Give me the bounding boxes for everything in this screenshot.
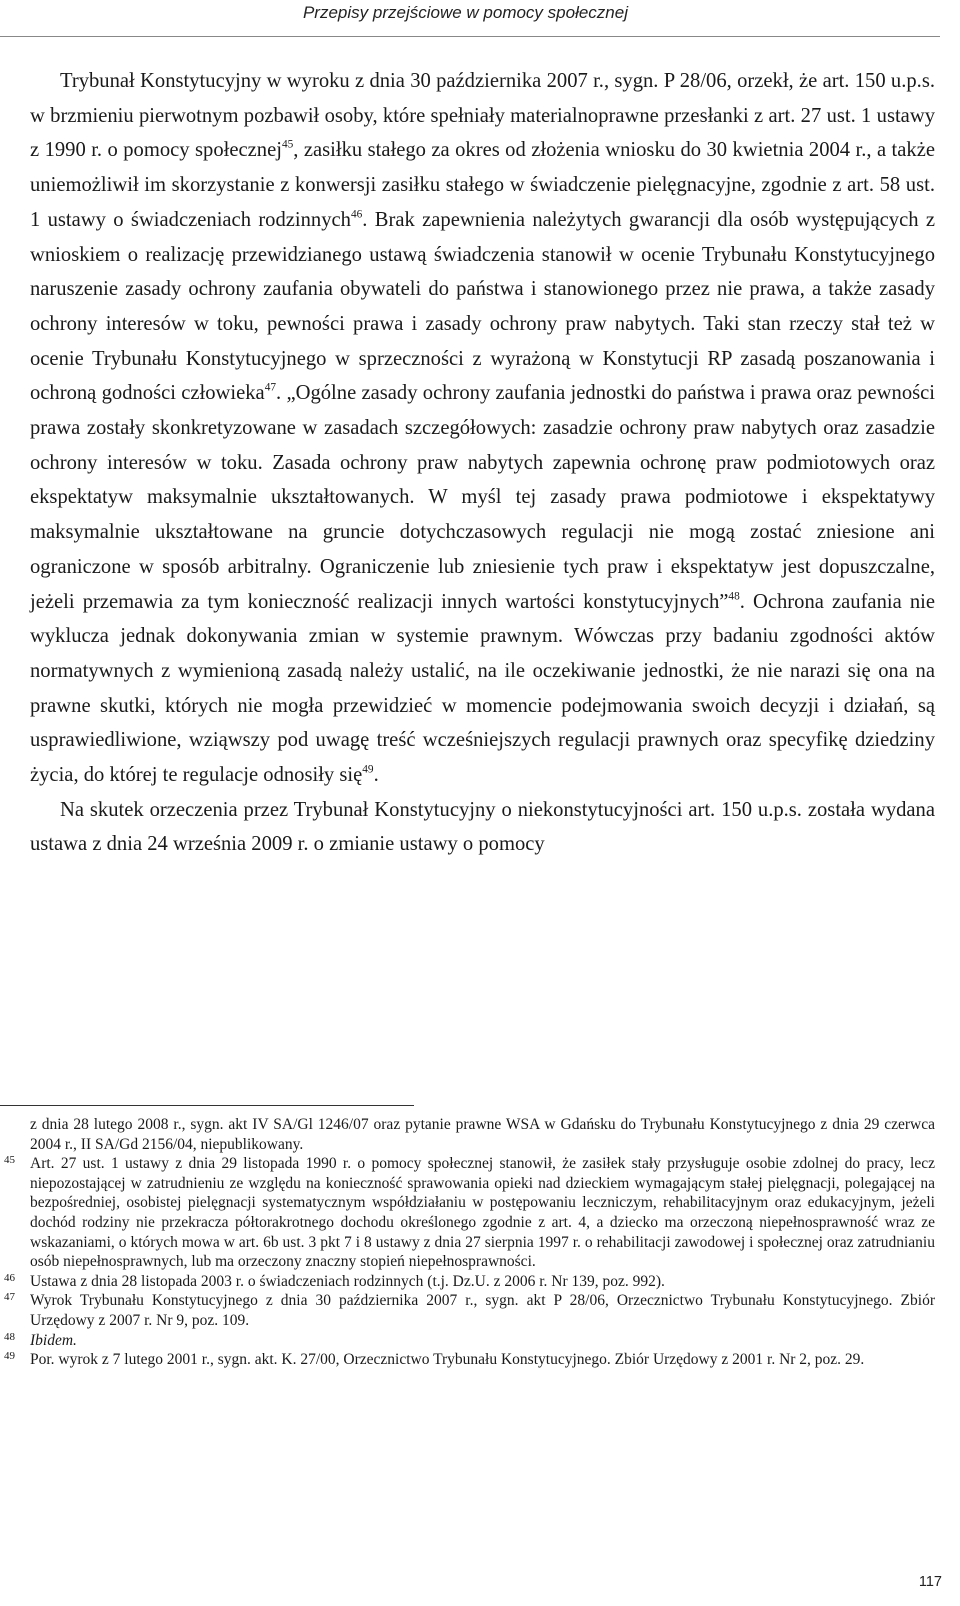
footnotes [0, 1115, 935, 1370]
text-segment: . Brak zapewnienia należytych gwarancji dla osób występujących z wnioskiem o realizację przewidzianego ustawą świadczenia stanowił w ocenie Trybunału Konstytucyjnego naruszenie zasady ochrony zaufania obywateli do państwa i stanowionego przez nie prawa, a także zasady ochrony interesów w toku, pewności prawa i zasady ochrony praw nabytych. Taki stan rzeczy stał też w ocenie Trybunału Konstytucyjnego w sprzeczności z wyrażoną w Konstytucji RP zasadą poszanowania i ochroną godności człowieka [30, 208, 935, 405]
footnote-45 [0, 1154, 935, 1272]
footnote-divider [0, 1105, 414, 1106]
footnote-49 [0, 1350, 935, 1370]
footnote-text: z dnia 28 lutego 2008 r., sygn. akt IV SA/Gl 1246/07 oraz pytanie prawne WSA w Gdańsku do Trybunału Konstytucyjnego z dnia 29 czerwca 2004 r., II SA/Gd 2156/04, niepublikowany. [30, 1116, 935, 1153]
footnote-ref-48[interactable]: 48 [728, 590, 740, 603]
paragraph-1 [30, 64, 935, 793]
footnote-text: Wyrok Trybunału Konstytucyjnego z dnia 30 października 2007 r., sygn. akt P 28/06, Orzecznictwo Trybunału Konstytucyjnego. Zbiór Urzędowy z 2007 r. Nr 9, poz. 109. [30, 1292, 935, 1329]
running-header [0, 0, 940, 37]
footnote-ref-49[interactable]: 49 [362, 763, 374, 776]
footnote-46 [0, 1272, 935, 1292]
footnote-ref-46[interactable]: 46 [350, 208, 363, 221]
running-title: Przepisy przejściowe w pomocy społecznej [302, 3, 628, 22]
paragraph-2 [30, 793, 935, 862]
text-segment: . Ochrona zaufania nie wyklucza jednak dokonywania zmian w systemie prawnym. Wówczas przy badaniu zgodności aktów normatywnych z wymienioną zasadą należy ustalić, na ile oczekiwanie jednostki, że nie narazi się ona na prawne skutki, których nie mogła przewidzieć w momencie podejmowania swoich decyzji i działań, są usprawiedliwione, wziąwszy pod uwagę treść wcześniejszych regulacji prawnych oraz specyfikę dziedziny życia, do której te regulacje odnosiły się [30, 590, 935, 787]
footnote-47 [0, 1291, 935, 1330]
footnote-text: Art. 27 ust. 1 ustawy z dnia 29 listopada 1990 r. o pomocy społecznej stanowił, że zasiłek stały przysługuje osobie zdolnej do pracy, lecz niepozostającej w zatrudnieniu ze względu na konieczność sprawowania opieki nad dzieckiem wymagającym stałej pielęgnacji, polegającej na bezpośredniej, osobistej pielęgnacji systematycznym współdziałaniu w postępowaniu leczniczym, rehabilitacyjnym oraz edukacyjnym, jeżeli dochód rodziny nie przekracza półtorakrotnego dochodu określonego zgodnie z art. 4, a dziecko ma orzeczoną niepełnosprawność wraz ze wskazaniami, o których mowa w art. 6b ust. 3 pkt 7 i 8 ustawy z dnia 27 sierpnia 1997 r. o rehabilitacji zawodowej i społecznej oraz zatrudnianiu osób niepełnosprawnych, lub ma orzeczony znaczny stopień niepełnosprawności. [30, 1155, 935, 1271]
footnote-number: 47 [4, 1291, 15, 1304]
footnote-text: Por. wyrok z 7 lutego 2001 r., sygn. akt. K. 27/00, Orzecznictwo Trybunału Konstytucyjnego. Zbiór Urzędowy z 2001 r. Nr 2, poz. 29. [30, 1351, 865, 1369]
text-segment: Na skutek orzeczenia przez Trybunał Konstytucyjny o niekonstytucyjności art. 150 u.p.s. została wydana ustawa z dnia 24 września 2009 r. o zmianie ustawy o pomocy [30, 798, 935, 856]
text-segment: . [373, 764, 379, 787]
footnote-text: Ibidem. [30, 1331, 77, 1349]
footnote-text: Ustawa z dnia 28 listopada 2003 r. o świadczeniach rodzinnych (t.j. Dz.U. z 2006 r. Nr 139, poz. 992). [30, 1272, 665, 1290]
footnote-ref-47[interactable]: 47 [264, 381, 277, 394]
text-segment: . „Ogólne zasady ochrony zaufania jednostki do państwa i prawa oraz pewności prawa zostały skonkretyzowane w zasadach szczegółowych: zasadzie ochrony praw nabytych oraz zasadzie ochrony interesów w toku. Zasada ochrony praw nabytych zapewnia ochronę praw podmiotowych oraz ekspektatyw maksymalnie ukształtowanych. W myśl tej zasady prawa podmiotowe i ekspektatywy maksymalnie ukształtowane na gruncie dotychczasowych regulacji nie mogą zostać zniesione ani ograniczone w sposób arbitralny. Ograniczenie lub zniesienie tych praw i ekspektatyw jest dopuszczalne, jeżeli przemawia za tym konieczność realizacji innych wartości konstytucyjnych” [30, 382, 935, 613]
main-text [30, 64, 935, 862]
page-number: 117 [918, 1574, 942, 1590]
text-segment: , zasiłku stałego za okres od złożenia wniosku do 30 kwietnia 2004 r., a także uniemożliwił im skorzystanie z konwersji zasiłku stałego w świadczenie pielęgnacyjne, zgodnie z art. 58 ust. 1 ustawy o świadczeniach rodzinnych [30, 139, 935, 231]
footnote-48 [0, 1331, 935, 1351]
text-segment: Trybunał Konstytucyjny w wyroku z dnia 30 października 2007 r., sygn. P 28/06, orzekł, że art. 150 u.p.s. w brzmieniu pierwotnym pozbawił osoby, które spełniały materialnoprawne przesłanki z art. 27 ust. 1 ustawy z 1990 r. o pomocy społecznej [30, 70, 935, 162]
footnote-ref-45[interactable]: 45 [281, 138, 294, 151]
footnote-number: 48 [4, 1330, 15, 1343]
footnote-number: 45 [4, 1154, 15, 1167]
footnote-number: 49 [4, 1350, 15, 1363]
footnote-number: 46 [4, 1271, 15, 1284]
footnote-continued [0, 1115, 935, 1154]
